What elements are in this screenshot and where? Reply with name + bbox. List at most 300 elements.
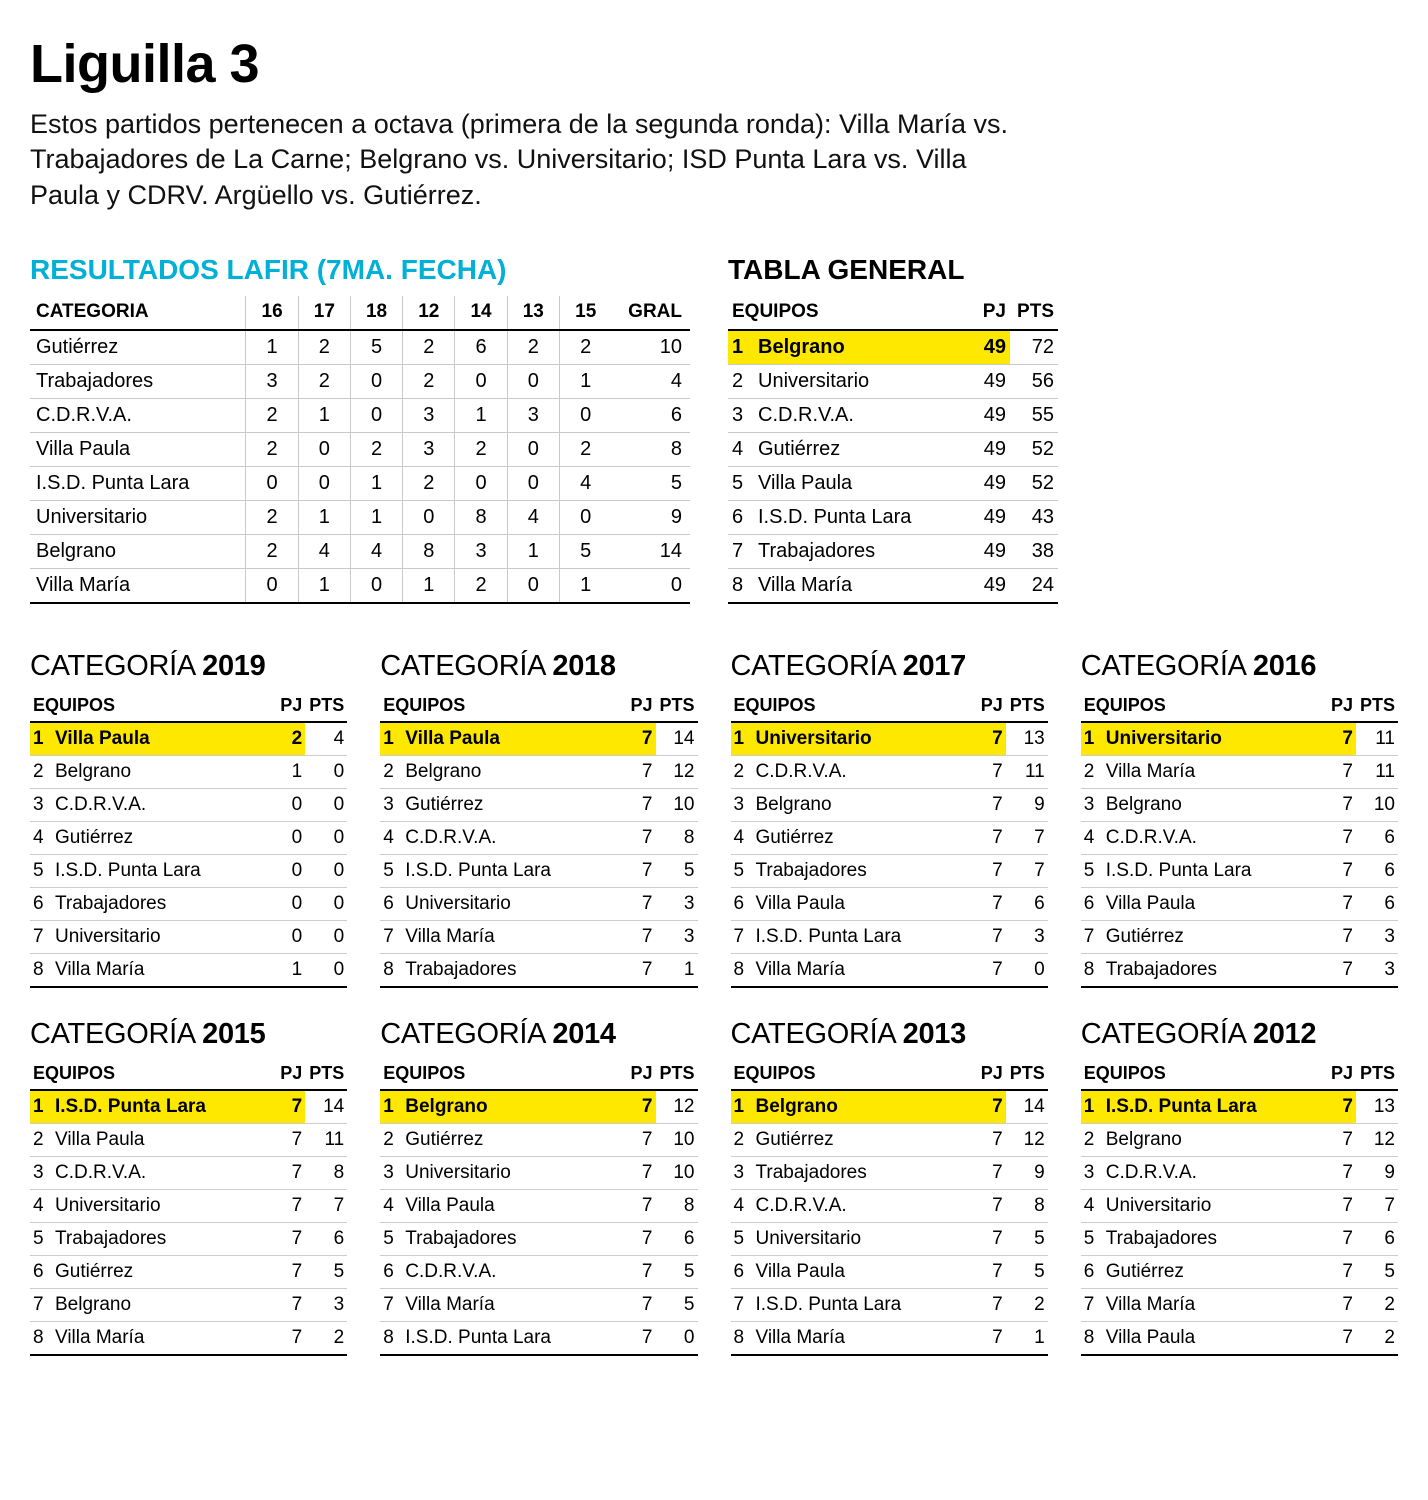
category-grid <box>30 650 1398 1356</box>
category-pts: 6 <box>1006 887 1048 920</box>
results-col-18: 18 <box>350 296 402 330</box>
category-pj: 7 <box>960 755 1006 788</box>
table-row <box>380 1222 697 1255</box>
category-position: 7 <box>30 920 52 953</box>
results-cell: 0 <box>298 432 350 466</box>
table-row <box>728 398 1058 432</box>
category-col-pts: PTS <box>305 1059 347 1090</box>
results-gral: 6 <box>612 398 690 432</box>
category-team-name: Belgrano <box>52 755 259 788</box>
category-position: 4 <box>380 821 402 854</box>
table-row <box>728 534 1058 568</box>
category-pts: 7 <box>1006 821 1048 854</box>
category-position: 1 <box>30 722 52 756</box>
category-pj: 7 <box>1310 953 1356 987</box>
category-team-name: Trabajadores <box>402 1222 609 1255</box>
results-cell: 1 <box>246 330 298 365</box>
category-team-name: Universitario <box>52 920 259 953</box>
category-pj: 7 <box>960 1255 1006 1288</box>
category-pj: 0 <box>259 920 305 953</box>
category-heading <box>380 650 697 683</box>
category-pj: 7 <box>1310 854 1356 887</box>
general-pj: 49 <box>956 534 1010 568</box>
results-col-gral: GRAL <box>612 296 690 330</box>
category-pts: 1 <box>1006 1321 1048 1355</box>
table-row <box>30 920 347 953</box>
table-row <box>30 1156 347 1189</box>
category-pts: 3 <box>656 887 698 920</box>
category-pj: 1 <box>259 755 305 788</box>
results-cell: 0 <box>455 466 507 500</box>
category-position: 1 <box>1081 722 1103 756</box>
category-pj: 7 <box>1310 1189 1356 1222</box>
general-pj: 49 <box>956 500 1010 534</box>
table-row <box>30 887 347 920</box>
category-team-name: Gutiérrez <box>402 1123 609 1156</box>
results-cell: 1 <box>507 534 559 568</box>
category-position: 6 <box>30 1255 52 1288</box>
general-team-name: C.D.R.V.A. <box>754 398 956 432</box>
category-position: 8 <box>30 1321 52 1355</box>
category-col-equipos: EQUIPOS <box>380 1059 609 1090</box>
category-position: 8 <box>30 953 52 987</box>
table-row <box>380 1090 697 1124</box>
category-col-equipos: EQUIPOS <box>731 1059 960 1090</box>
category-col-pj: PJ <box>610 691 656 722</box>
category-table <box>731 691 1048 988</box>
category-year: 2013 <box>902 1017 966 1050</box>
results-cell: 4 <box>559 466 611 500</box>
category-pj: 0 <box>259 788 305 821</box>
category-header-row <box>1081 691 1398 722</box>
general-team-name: Universitario <box>754 364 956 398</box>
category-body <box>1081 1090 1398 1355</box>
results-cell: 1 <box>350 466 402 500</box>
category-team-name: Belgrano <box>753 788 960 821</box>
category-team-name: Universitario <box>1103 722 1310 756</box>
category-position: 7 <box>30 1288 52 1321</box>
category-team-name: Universitario <box>753 722 960 756</box>
category-body <box>30 1090 347 1355</box>
category-pts: 6 <box>1356 821 1398 854</box>
category-col-pj: PJ <box>610 1059 656 1090</box>
category-position: 6 <box>380 1255 402 1288</box>
category-position: 8 <box>1081 953 1103 987</box>
category-pj: 0 <box>259 887 305 920</box>
results-gral: 8 <box>612 432 690 466</box>
category-pts: 5 <box>656 854 698 887</box>
category-position: 3 <box>30 788 52 821</box>
category-position: 5 <box>30 1222 52 1255</box>
category-body <box>1081 722 1398 987</box>
category-pj: 7 <box>960 1090 1006 1124</box>
table-row <box>1081 1156 1398 1189</box>
results-cell: 0 <box>559 500 611 534</box>
general-pts: 52 <box>1010 466 1058 500</box>
table-row <box>380 1189 697 1222</box>
results-cell: 0 <box>559 398 611 432</box>
category-year: 2012 <box>1252 1017 1317 1050</box>
table-row <box>30 432 690 466</box>
table-row <box>30 1090 347 1124</box>
category-col-pj: PJ <box>960 691 1006 722</box>
results-cell: 3 <box>246 364 298 398</box>
results-team-name: C.D.R.V.A. <box>30 398 246 432</box>
category-team-name: Villa Paula <box>1103 887 1310 920</box>
table-row <box>728 330 1058 365</box>
results-cell: 2 <box>246 398 298 432</box>
category-col-equipos: EQUIPOS <box>30 1059 259 1090</box>
general-pts: 52 <box>1010 432 1058 466</box>
category-team-name: Trabajadores <box>753 1156 960 1189</box>
category-col-pts: PTS <box>305 691 347 722</box>
category-heading <box>380 1018 697 1051</box>
category-pj: 7 <box>610 788 656 821</box>
category-position: 4 <box>731 821 753 854</box>
category-heading <box>731 1018 1048 1051</box>
category-team-name: I.S.D. Punta Lara <box>753 1288 960 1321</box>
category-pj: 7 <box>1310 1090 1356 1124</box>
category-pts: 0 <box>1006 953 1048 987</box>
category-pts: 2 <box>1356 1321 1398 1355</box>
category-col-equipos: EQUIPOS <box>380 691 609 722</box>
category-heading <box>1081 650 1398 683</box>
category-pts: 0 <box>656 1321 698 1355</box>
general-pj: 49 <box>956 330 1010 365</box>
category-team-name: Gutiérrez <box>753 1123 960 1156</box>
category-team-name: Villa María <box>1103 755 1310 788</box>
category-pj: 0 <box>259 821 305 854</box>
category-position: 6 <box>380 887 402 920</box>
category-pts: 4 <box>305 722 347 756</box>
results-cell: 5 <box>350 330 402 365</box>
table-row <box>30 398 690 432</box>
category-body <box>731 1090 1048 1355</box>
category-position: 5 <box>380 1222 402 1255</box>
category-pj: 7 <box>610 920 656 953</box>
results-cell: 2 <box>507 330 559 365</box>
category-pj: 7 <box>960 1123 1006 1156</box>
category-body <box>380 722 697 987</box>
results-team-name: Villa Paula <box>30 432 246 466</box>
category-pts: 5 <box>656 1255 698 1288</box>
category-position: 3 <box>1081 788 1103 821</box>
category-pj: 7 <box>1310 788 1356 821</box>
category-team-name: Villa Paula <box>52 1123 259 1156</box>
category-pts: 5 <box>305 1255 347 1288</box>
category-pts: 0 <box>305 887 347 920</box>
table-row <box>728 500 1058 534</box>
category-year: 2014 <box>552 1017 616 1050</box>
results-cell: 0 <box>350 568 402 603</box>
category-pj: 7 <box>1310 1156 1356 1189</box>
results-cell: 1 <box>559 568 611 603</box>
category-body <box>380 1090 697 1355</box>
table-row <box>380 887 697 920</box>
category-team-name: Belgrano <box>402 1090 609 1124</box>
category-pts: 11 <box>1356 755 1398 788</box>
category-position: 4 <box>30 1189 52 1222</box>
table-row <box>30 821 347 854</box>
table-row <box>30 1321 347 1355</box>
general-pj: 49 <box>956 466 1010 500</box>
table-row <box>30 364 690 398</box>
category-team-name: Universitario <box>1103 1189 1310 1222</box>
table-row <box>380 953 697 987</box>
results-col-16: 16 <box>246 296 298 330</box>
category-team-name: Belgrano <box>52 1288 259 1321</box>
category-pts: 5 <box>656 1288 698 1321</box>
category-pts: 2 <box>1006 1288 1048 1321</box>
category-table <box>30 1059 347 1356</box>
table-row <box>731 1255 1048 1288</box>
results-cell: 3 <box>403 432 455 466</box>
category-position: 2 <box>1081 1123 1103 1156</box>
category-team-name: Villa Paula <box>402 722 609 756</box>
category-pts: 14 <box>305 1090 347 1124</box>
category-label: CATEGORÍA <box>30 1017 195 1050</box>
category-position: 5 <box>731 854 753 887</box>
general-header-row <box>728 296 1058 330</box>
general-position: 2 <box>728 364 754 398</box>
category-team-name: Trabajadores <box>753 854 960 887</box>
category-label: CATEGORÍA <box>1080 1017 1246 1050</box>
results-cell: 0 <box>298 466 350 500</box>
category-position: 7 <box>1081 920 1103 953</box>
table-row <box>731 1123 1048 1156</box>
category-year: 2018 <box>552 649 616 682</box>
category-position: 3 <box>380 788 402 821</box>
category-team-name: Villa Paula <box>753 887 960 920</box>
table-row <box>30 466 690 500</box>
results-cell: 0 <box>246 568 298 603</box>
category-label: CATEGORÍA <box>730 649 895 682</box>
general-pts: 56 <box>1010 364 1058 398</box>
category-col-equipos: EQUIPOS <box>1081 1059 1310 1090</box>
category-label: CATEGORÍA <box>30 649 195 682</box>
category-pj: 7 <box>1310 1123 1356 1156</box>
category-pj: 7 <box>1310 1321 1356 1355</box>
category-col-pts: PTS <box>1356 691 1398 722</box>
category-col-pts: PTS <box>1006 1059 1048 1090</box>
general-pj: 49 <box>956 432 1010 466</box>
category-pj: 7 <box>259 1156 305 1189</box>
category-team-name: I.S.D. Punta Lara <box>402 854 609 887</box>
results-cell: 0 <box>350 364 402 398</box>
results-cell: 2 <box>403 466 455 500</box>
results-cell: 2 <box>455 568 507 603</box>
category-team-name: I.S.D. Punta Lara <box>52 1090 259 1124</box>
category-pj: 7 <box>259 1189 305 1222</box>
table-row <box>1081 821 1398 854</box>
category-pts: 0 <box>305 953 347 987</box>
category-team-name: Villa Paula <box>753 1255 960 1288</box>
category-pts: 5 <box>1356 1255 1398 1288</box>
category-pts: 6 <box>1356 887 1398 920</box>
category-pj: 7 <box>1310 755 1356 788</box>
results-cell: 1 <box>298 568 350 603</box>
results-gral: 9 <box>612 500 690 534</box>
category-team-name: Villa María <box>402 920 609 953</box>
results-team-name: Villa María <box>30 568 246 603</box>
category-team-name: Trabajadores <box>402 953 609 987</box>
category-team-name: Universitario <box>402 1156 609 1189</box>
category-pts: 8 <box>305 1156 347 1189</box>
table-row <box>1081 1255 1398 1288</box>
results-cell: 3 <box>403 398 455 432</box>
category-block <box>30 1018 347 1356</box>
results-cell: 5 <box>559 534 611 568</box>
general-position: 1 <box>728 330 754 365</box>
category-position: 1 <box>1081 1090 1103 1124</box>
results-cell: 2 <box>559 432 611 466</box>
category-pj: 0 <box>259 854 305 887</box>
category-pts: 2 <box>305 1321 347 1355</box>
category-team-name: Villa María <box>1103 1288 1310 1321</box>
category-pts: 9 <box>1006 1156 1048 1189</box>
table-row <box>731 920 1048 953</box>
category-block <box>731 1018 1048 1356</box>
category-position: 7 <box>731 1288 753 1321</box>
category-year: 2019 <box>202 649 266 682</box>
category-col-pj: PJ <box>960 1059 1006 1090</box>
category-team-name: I.S.D. Punta Lara <box>402 1321 609 1355</box>
table-row <box>380 854 697 887</box>
results-cell: 2 <box>298 330 350 365</box>
category-pj: 7 <box>1310 1255 1356 1288</box>
results-cell: 4 <box>507 500 559 534</box>
category-pts: 12 <box>656 755 698 788</box>
category-pts: 12 <box>1006 1123 1048 1156</box>
results-header-row <box>30 296 690 330</box>
category-pts: 3 <box>1356 953 1398 987</box>
category-pts: 6 <box>1356 1222 1398 1255</box>
category-label: CATEGORÍA <box>730 1017 895 1050</box>
table-row <box>1081 920 1398 953</box>
category-col-pts: PTS <box>1006 691 1048 722</box>
category-pj: 7 <box>960 1222 1006 1255</box>
category-pj: 7 <box>960 1156 1006 1189</box>
table-row <box>30 755 347 788</box>
results-gral: 10 <box>612 330 690 365</box>
results-cell: 2 <box>350 432 402 466</box>
results-cell: 1 <box>298 500 350 534</box>
general-pts: 55 <box>1010 398 1058 432</box>
category-position: 3 <box>731 1156 753 1189</box>
category-position: 4 <box>30 821 52 854</box>
results-title: RESULTADOS LAFIR (7MA. FECHA) <box>30 253 507 285</box>
table-row <box>380 1321 697 1355</box>
category-team-name: Belgrano <box>1103 788 1310 821</box>
general-pj: 49 <box>956 364 1010 398</box>
category-pj: 7 <box>610 722 656 756</box>
results-cell: 0 <box>507 568 559 603</box>
table-row <box>1081 887 1398 920</box>
results-cell: 2 <box>455 432 507 466</box>
general-pts: 24 <box>1010 568 1058 603</box>
table-row <box>728 432 1058 466</box>
general-col-pts: PTS <box>1010 296 1058 330</box>
category-pj: 7 <box>960 887 1006 920</box>
general-team-name: Trabajadores <box>754 534 956 568</box>
category-pj: 7 <box>610 1321 656 1355</box>
category-team-name: Villa María <box>753 1321 960 1355</box>
category-pj: 7 <box>259 1288 305 1321</box>
category-pts: 2 <box>1356 1288 1398 1321</box>
category-pj: 7 <box>259 1123 305 1156</box>
category-team-name: Universitario <box>52 1189 259 1222</box>
table-row <box>30 788 347 821</box>
category-header-row <box>731 691 1048 722</box>
category-pj: 7 <box>960 1288 1006 1321</box>
general-team-name: Villa María <box>754 568 956 603</box>
category-col-pj: PJ <box>259 1059 305 1090</box>
category-position: 7 <box>380 1288 402 1321</box>
category-team-name: Gutiérrez <box>52 1255 259 1288</box>
results-cell: 4 <box>298 534 350 568</box>
category-pj: 7 <box>259 1222 305 1255</box>
table-row <box>380 722 697 756</box>
general-col-pj: PJ <box>956 296 1010 330</box>
general-team-name: Gutiérrez <box>754 432 956 466</box>
category-pj: 7 <box>1310 1288 1356 1321</box>
category-year: 2015 <box>202 1017 266 1050</box>
general-position: 3 <box>728 398 754 432</box>
category-team-name: I.S.D. Punta Lara <box>1103 854 1310 887</box>
results-team-name: Universitario <box>30 500 246 534</box>
category-pj: 7 <box>960 1189 1006 1222</box>
category-pts: 14 <box>656 722 698 756</box>
category-col-pts: PTS <box>656 691 698 722</box>
category-position: 2 <box>380 1123 402 1156</box>
table-row <box>380 755 697 788</box>
category-team-name: Universitario <box>753 1222 960 1255</box>
category-team-name: Villa María <box>753 953 960 987</box>
category-pj: 7 <box>259 1090 305 1124</box>
category-pts: 13 <box>1356 1090 1398 1124</box>
results-cell: 0 <box>350 398 402 432</box>
general-table <box>728 296 1058 604</box>
table-row <box>30 500 690 534</box>
category-position: 1 <box>380 1090 402 1124</box>
category-pts: 0 <box>305 920 347 953</box>
results-panel <box>30 254 690 604</box>
general-position: 5 <box>728 466 754 500</box>
category-pj: 7 <box>960 1321 1006 1355</box>
table-row <box>731 1222 1048 1255</box>
category-pts: 6 <box>1356 854 1398 887</box>
category-block <box>30 650 347 988</box>
results-cell: 0 <box>507 466 559 500</box>
category-team-name: Gutiérrez <box>52 821 259 854</box>
general-position: 6 <box>728 500 754 534</box>
table-row <box>731 953 1048 987</box>
general-team-name: I.S.D. Punta Lara <box>754 500 956 534</box>
general-team-name: Villa Paula <box>754 466 956 500</box>
category-team-name: I.S.D. Punta Lara <box>753 920 960 953</box>
category-pj: 7 <box>960 854 1006 887</box>
intro-paragraph: Estos partidos pertenecen a octava (primera de la segunda ronda): Villa María vs. Trabajadores de La Carne; Belgrano vs. Universitario; ISD Punta Lara vs. Villa Paula y CDRV. Argüello vs. Gutiérrez. <box>30 108 1009 210</box>
category-year: 2016 <box>1252 649 1317 682</box>
category-heading <box>30 1018 347 1051</box>
results-cell: 8 <box>403 534 455 568</box>
category-pj: 7 <box>610 821 656 854</box>
general-title: TABLA GENERAL <box>728 253 965 285</box>
results-cell: 2 <box>246 534 298 568</box>
category-team-name: Villa Paula <box>402 1189 609 1222</box>
category-team-name: Villa María <box>52 953 259 987</box>
category-team-name: Villa Paula <box>1103 1321 1310 1355</box>
